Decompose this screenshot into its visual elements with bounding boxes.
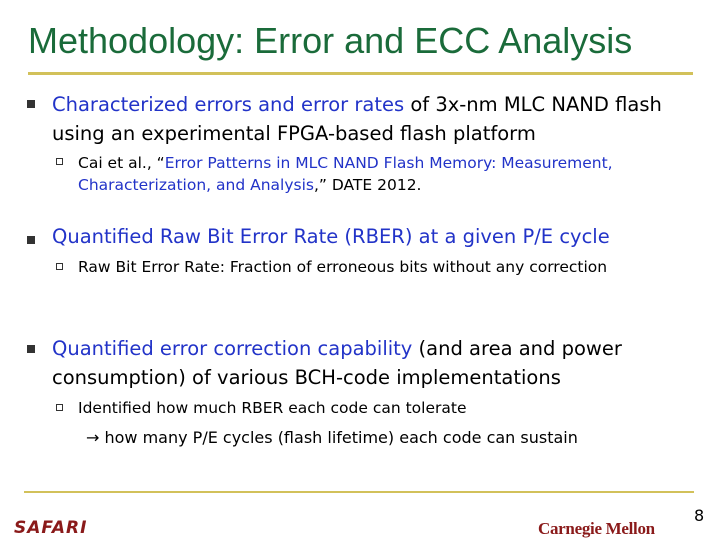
- bullet-3-sub: Identified how much RBER each code can tolerate: [78, 399, 467, 417]
- bullet-1-highlight: Characterized errors and error rates: [52, 93, 405, 116]
- sub-bullet-hollow-square-icon: [56, 263, 63, 270]
- safari-logo: SAFARI: [14, 518, 88, 538]
- bullet-3-rest: (and area and power consumption) of various BCH-code implementations: [52, 337, 622, 389]
- bullet-2-highlight: Quantified Raw Bit Error Rate (RBER) at a given P/E cycle: [52, 225, 610, 248]
- slide-title: Methodology: Error and ECC Analysis: [28, 20, 633, 61]
- sub-bullet-hollow-square-icon: [56, 158, 63, 165]
- footer-divider: [24, 491, 694, 493]
- arrow-text: how many P/E cycles (flash lifetime) each code can sustain: [99, 428, 578, 447]
- bullet-1-sub: [78, 152, 703, 196]
- bullet-2-sub: Raw Bit Error Rate: Fraction of erroneous bits without any correction: [78, 258, 608, 276]
- bullet-1: [52, 90, 702, 148]
- right-arrow-icon: →: [86, 428, 100, 447]
- bullet-3-sub-arrow-line: [86, 427, 578, 449]
- bullet-square-icon: [27, 236, 35, 244]
- carnegie-mellon-logo: Carnegie Mellon: [538, 519, 655, 538]
- citation-start: Cai et al., “: [78, 154, 165, 172]
- title-divider: [28, 72, 693, 75]
- bullet-3: [52, 334, 702, 392]
- bullet-square-icon: [27, 345, 35, 353]
- bullet-square-icon: [27, 100, 35, 108]
- citation-title: Error Patterns in MLC NAND Flash Memory: Measurement, Characterization, and Analysis: [78, 154, 613, 194]
- page-number: 8: [694, 506, 705, 525]
- bullet-2: [52, 222, 702, 251]
- bullet-1-rest: of 3x-nm MLC NAND flash using an experimental FPGA-based flash platform: [52, 93, 662, 145]
- sub-bullet-hollow-square-icon: [56, 404, 63, 411]
- citation-end: ,” DATE 2012.: [313, 176, 422, 194]
- bullet-3-highlight: Quantified error correction capability: [52, 337, 413, 360]
